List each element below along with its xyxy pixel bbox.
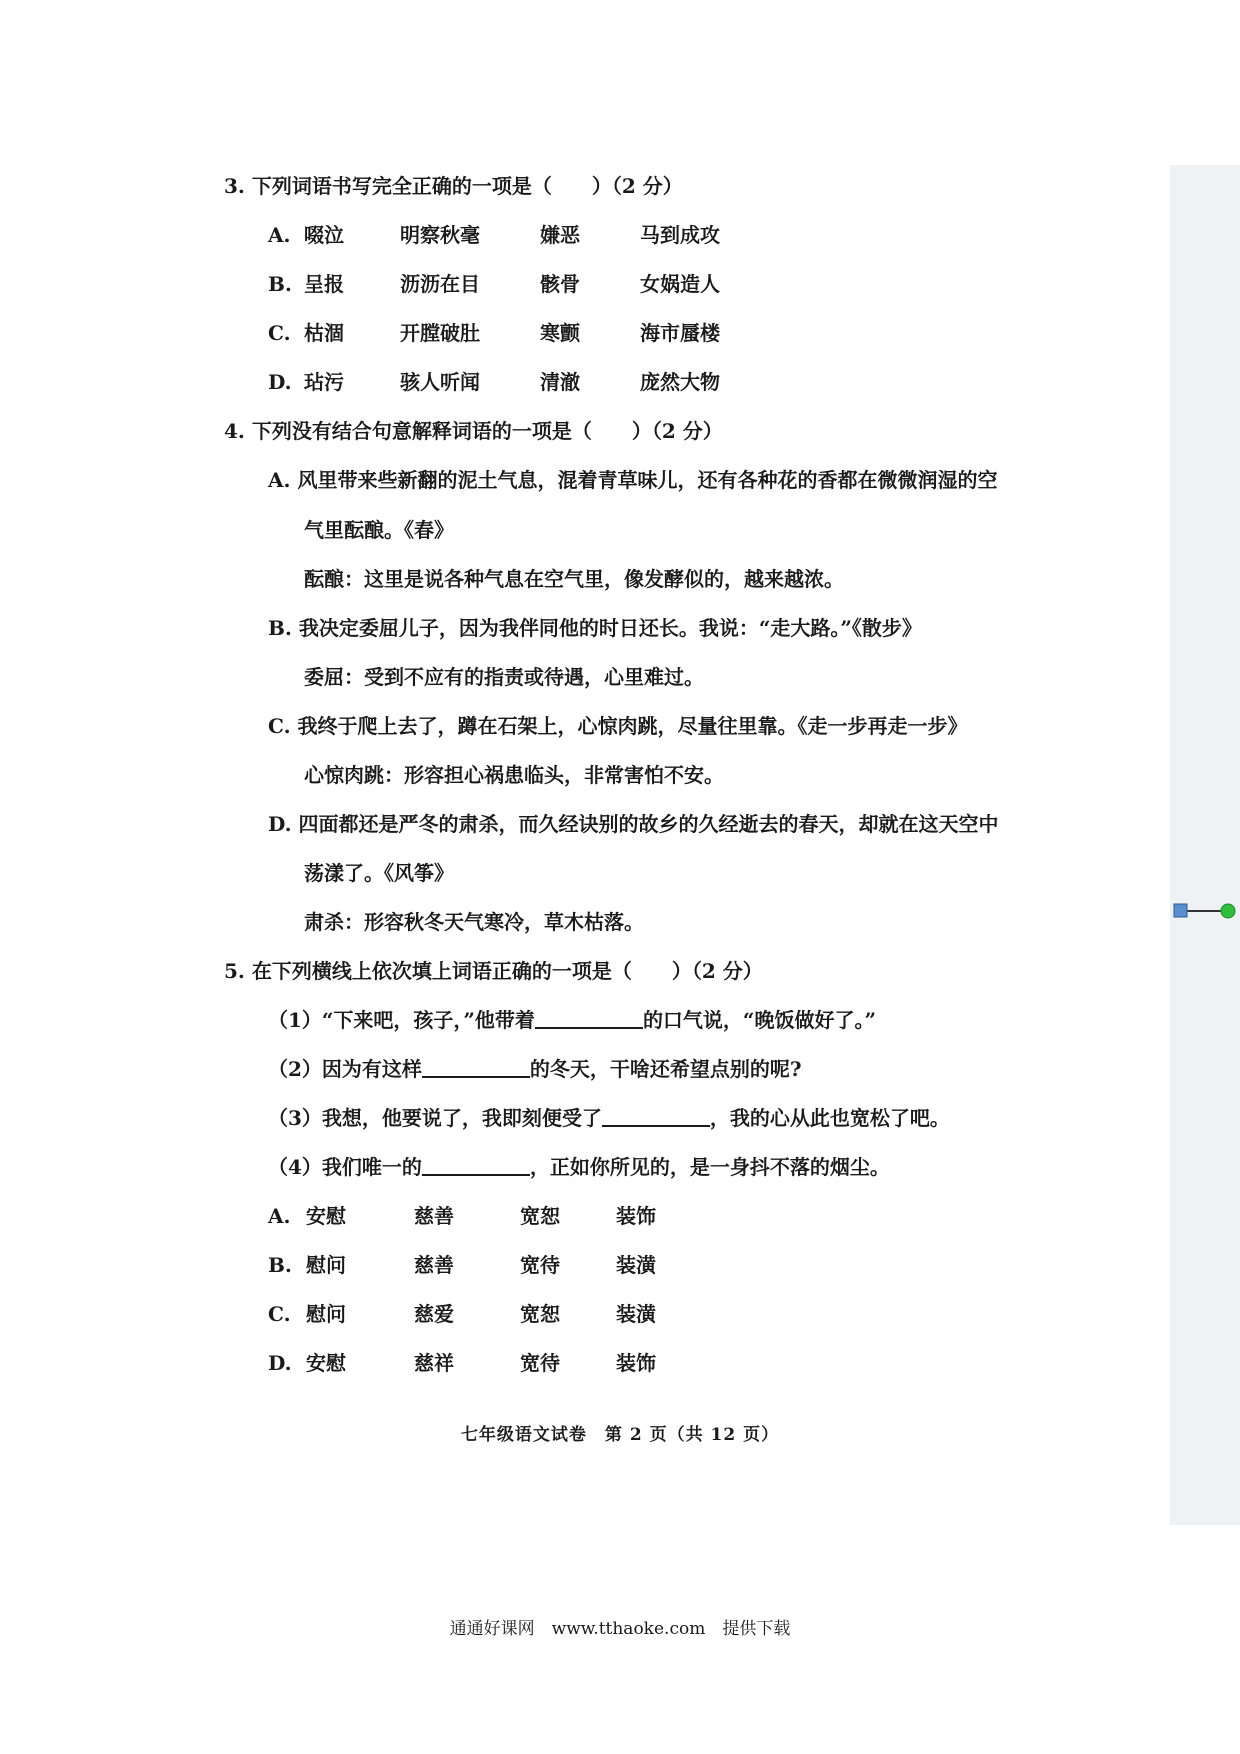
option-word: 慈善 [414,1204,454,1228]
option-word: 慰问 [306,1302,346,1326]
q4-option-d-text-cont: 荡漾了。《风筝》 [304,861,454,885]
option-word: 枯涸 [304,321,344,345]
option-word: 安慰 [306,1351,346,1375]
option-word: 装潢 [616,1302,656,1326]
fill-blank [535,1007,643,1029]
option-word: 安慰 [306,1204,346,1228]
option-word: 沥沥在目 [400,272,480,296]
q4-option-a-explanation: 酝酿：这里是说各种气息在空气里，像发酵似的，越来越浓。 [304,567,844,591]
sentence-text: （4）我们唯一的 [268,1155,422,1179]
option-word: 宽恕 [520,1302,560,1326]
option-word: 啜泣 [304,223,344,247]
q4-option-a-text-cont: 气里酝酿。《春》 [304,518,454,542]
q4-option-c-text[interactable]: C. 我终于爬上去了，蹲在石架上，心惊肉跳，尽量往里靠。《走一步再走一步》 [268,714,968,738]
q5-sentence-3 [268,1104,950,1132]
site-credit: 通通好课网 www.tthaoke.com 提供下载 [449,1619,791,1639]
q4-option-d-text[interactable]: D. 四面都还是严冬的肃杀，而久经诀别的故乡的久经逝去的春天，却就在这天空中 [268,812,999,836]
q5-sentence-4 [268,1153,890,1181]
connector-handle-icon[interactable] [1172,900,1240,922]
q5-sentence-2 [268,1055,802,1083]
option-word: 清澈 [540,370,580,394]
q4-option-a-text[interactable]: A. 风里带来些新翻的泥土气息，混着青草味儿，还有各种花的香都在微微润湿的空 [268,468,998,492]
option-word: 骸骨 [540,272,580,296]
option-word: 马到成攻 [640,223,720,247]
q3-stem: 3. 下列词语书写完全正确的一项是（ ）（2 分） [224,174,683,198]
option-word: 骇人听闻 [400,370,480,394]
option-word: 慈爱 [414,1302,454,1326]
q4-option-b-text[interactable]: B. 我决定委屈儿子，因为我伴同他的时日还长。我说：“走大路。”《散步》 [268,616,922,640]
q4-option-b-explanation: 委屈：受到不应有的指责或待遇，心里难过。 [304,665,704,689]
sentence-text: 的冬天，干啥还希望点别的呢? [529,1057,802,1081]
sentence-text: （1）“下来吧，孩子，”他带着 [268,1008,535,1032]
option-word: 呈报 [304,272,344,296]
fill-blank [422,1154,530,1176]
option-word: 玷污 [304,370,344,394]
option-word: 宽待 [520,1253,560,1277]
option-word: 海市蜃楼 [640,321,720,345]
sentence-text: 的口气说，“晚饭做好了。” [642,1008,876,1032]
option-label: A. [268,1204,291,1228]
option-word: 宽恕 [520,1204,560,1228]
option-word: 慈善 [414,1253,454,1277]
fill-blank [602,1105,710,1127]
option-word: 宽待 [520,1351,560,1375]
q4-option-d-explanation: 肃杀：形容秋冬天气寒冷，草木枯落。 [304,910,644,934]
option-label: D. [268,370,292,394]
q5-stem: 5. 在下列横线上依次填上词语正确的一项是（ ）（2 分） [224,959,763,983]
option-label: D. [268,1351,292,1375]
option-word: 嫌恶 [540,223,580,247]
option-word: 慰问 [306,1253,346,1277]
sentence-text: （3）我想，他要说了，我即刻便受了 [268,1106,602,1130]
sentence-text: （2）因为有这样 [268,1057,422,1081]
q5-sentence-1 [268,1006,876,1034]
option-label: B. [268,1253,292,1277]
fill-blank [422,1056,530,1078]
option-word: 慈祥 [414,1351,454,1375]
option-word: 明察秋毫 [400,223,480,247]
q4-option-c-explanation: 心惊肉跳：形容担心祸患临头，非常害怕不安。 [304,763,724,787]
q4-stem: 4. 下列没有结合句意解释词语的一项是（ ）（2 分） [224,419,723,443]
option-label: A. [268,223,291,247]
option-label: C. [268,1302,291,1326]
page-footer: 七年级语文试卷 第 2 页（共 12 页） [460,1425,780,1445]
option-label: B. [268,272,292,296]
option-word: 装饰 [616,1351,656,1375]
option-word: 装潢 [616,1253,656,1277]
option-word: 庞然大物 [640,370,720,394]
option-word: 寒颤 [540,321,580,345]
option-word: 装饰 [616,1204,656,1228]
option-label: C. [268,321,291,345]
sentence-text: ，正如你所见的，是一身抖不落的烟尘。 [529,1155,890,1179]
sentence-text: ，我的心从此也宽松了吧。 [709,1106,950,1130]
option-word: 女娲造人 [640,272,720,296]
option-word: 开膛破肚 [400,321,480,345]
